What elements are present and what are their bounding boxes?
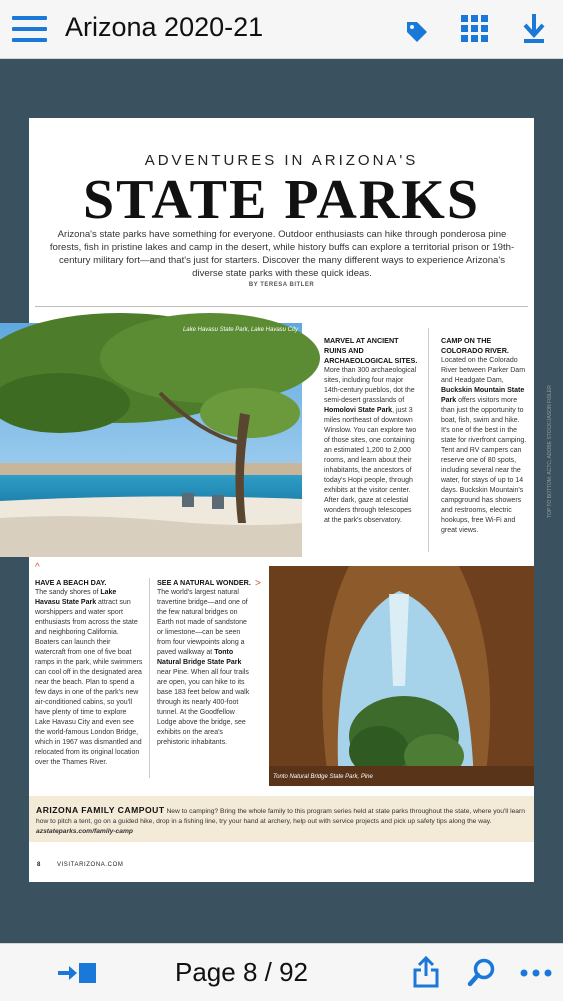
footer-site: VISITARIZONA.COM [56, 862, 124, 868]
ruins-heading: MARVEL AT ANCIENT RUINS AND ARCHAEOLOGICAL SITES. [324, 336, 418, 365]
tag-icon[interactable] [405, 20, 429, 44]
grid-icon[interactable] [461, 15, 489, 43]
up-arrow-icon: ^ [35, 562, 40, 573]
photo2-caption: Tonto Natural Bridge State Park, Pine [273, 774, 373, 780]
ruins-text-2: , just 3 miles northeast of downtown Winslow. You can explore two of those sites, one containing an estimated 1,200 to 2,000 rooms, and learn about their inhabitants, the ancestors of today's Hopi people, through exhibits at the visitor center. After dark, gaze at celestial wonders through telescopes at the park's observatory. [324, 407, 417, 524]
campout-body: New to camping? Bring the whole family to this program series held at state parks throughout the state, where you'll learn how to pitch a tent, go on a guided hike, drop in a fishing line, try your hand at archery, help out with service projects and pick up safety tips along the way. [36, 808, 525, 825]
photo-credit: TOP TO BOTTOM: ACTC; ADOBE STOCK/JASON FIDLER [547, 385, 553, 518]
article-kicker: ADVENTURES IN ARIZONA'S [144, 152, 419, 169]
divider [35, 306, 528, 307]
search-icon[interactable] [467, 958, 497, 988]
right-arrow-icon: > [255, 578, 261, 589]
bridge-heading: SEE A NATURAL WONDER. [157, 578, 251, 587]
ruins-park-name: Homolovi State Park [324, 407, 393, 414]
bridge-text-1: The world's largest natural travertine bridge—and one of the few natural bridges on Earth not made of sandstone or limestone—can be seen from four viewpoints along a paved walkway at [157, 589, 248, 656]
beach-park-name: Lake Havasu State Park [35, 589, 117, 606]
article-headline: STATE PARKS [83, 169, 480, 231]
download-icon[interactable] [522, 14, 546, 44]
beach-text-2: attract sun worshippers and water sport enthusiasts from across the state and neighboring California. Boaters can launch their watercraft from one of five boat ramps in the park, while swimmers can cool off in the designated area near the beach. Plan to spend a few days in one of the park's new air-conditioned cabins, so you'll have plenty of time to explore Lake Havasu City and even see the world-famous London Bridge, which in 1967 was dismantled and relocated from its original location over the Thames River. [35, 599, 143, 766]
article-intro: Arizona's state parks have something for everyone. Outdoor enthusiasts can hike through ponderosa pine forests, fish in pristine lakes and camp in the desert, while history buffs can explore a territorial prison or 19th-century military fort—and that's just for starters. Discover the many different ways to experience Arizona's diverse state parks with these quick ideas. [49, 229, 515, 279]
column-ruins [324, 336, 419, 526]
bridge-text-2: near Pine. When all four trails are open, you can hike to its base 183 feet below and walk through its nearly 400-foot tunnel. At the Goodfellow Lodge above the bridge, see exhibits on the area's prehistoric inhabitants. [157, 669, 250, 746]
family-campout-callout [29, 796, 534, 842]
lake-havasu-photo [0, 323, 302, 557]
tonto-bridge-photo [269, 566, 534, 786]
column-divider [428, 328, 429, 552]
menu-icon[interactable] [12, 14, 48, 44]
page-footer [37, 862, 123, 868]
beach-scene-image [0, 323, 302, 557]
column-camp [441, 336, 529, 536]
share-icon[interactable] [412, 956, 440, 988]
top-toolbar [0, 0, 563, 59]
campout-heading: ARIZONA FAMILY CAMPOUT [36, 805, 165, 815]
jump-to-page-icon[interactable] [58, 961, 98, 985]
footer-page-number: 8 [37, 862, 41, 868]
natural-bridge-image [269, 566, 534, 786]
campout-link[interactable]: azstateparks.com/family-camp [36, 828, 134, 835]
magazine-page [29, 118, 553, 882]
camp-text-2: offers visitors more than just the opportunity to boat, fish, swim and hike. It's one of the best in the state for riverfront camping. Tent and RV campers can reserve one of 80 spots, including several near the water, for stays of up to 14 days. Buckskin Mountain's campground has showers and restrooms, electric hookups, free Wi-Fi and great views. [441, 397, 527, 534]
camp-park-name: Buckskin Mountain State Park [441, 387, 525, 404]
beach-heading: HAVE A BEACH DAY. [35, 578, 107, 587]
photo1-caption: Lake Havasu State Park, Lake Havasu City [182, 327, 298, 333]
column-divider [149, 578, 150, 778]
column-beach [35, 578, 143, 768]
camp-text-1: Located on the Colorado River between Parker Dam and Headgate Dam, [441, 357, 526, 384]
page-indicator[interactable]: Page 8 / 92 [175, 957, 308, 987]
camp-heading: CAMP ON THE COLORADO RIVER. [441, 336, 509, 355]
campout-text-block [36, 805, 526, 837]
ruins-text-1: More than 300 archaeological sites, including four major 14th-century pueblos, dot the semi-desert grasslands of [324, 367, 417, 404]
beach-text-1: The sandy shores of [35, 589, 101, 596]
column-bridge [157, 578, 253, 748]
bridge-park-name: Tonto Natural Bridge State Park [157, 649, 242, 666]
article-byline: BY TERESA BITLER [248, 282, 315, 288]
more-icon[interactable] [520, 968, 552, 978]
document-title: Arizona 2020-21 [65, 12, 264, 42]
